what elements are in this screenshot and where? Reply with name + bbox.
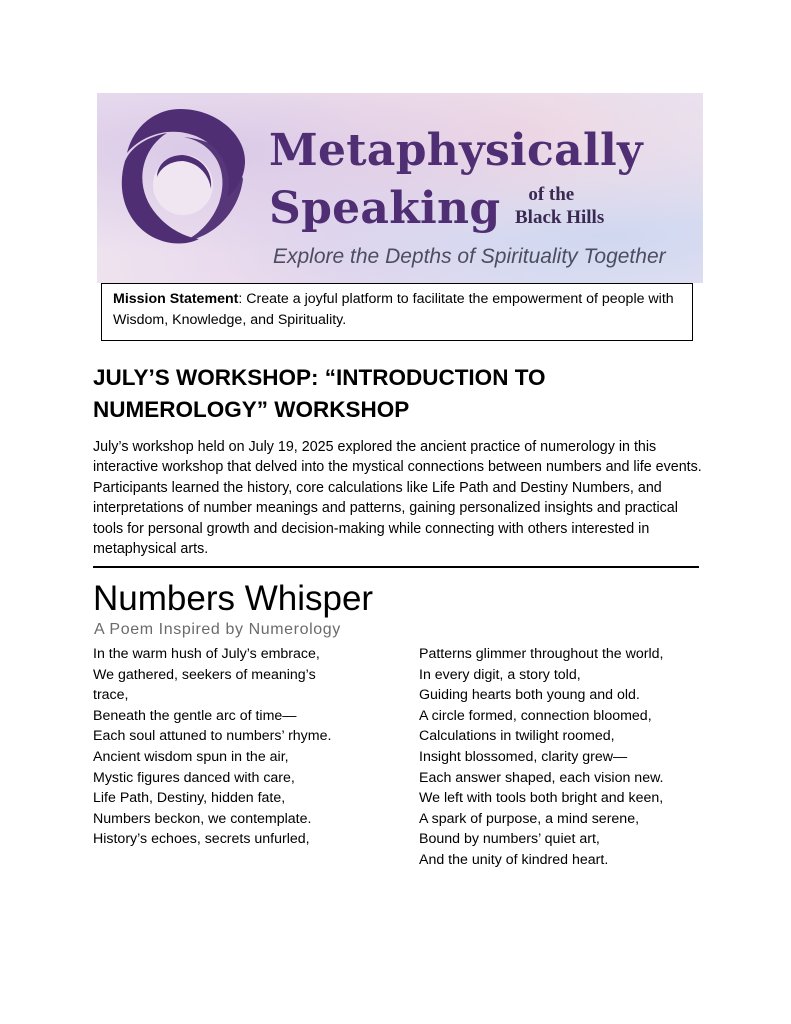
- brand-name-line1: Metaphysically: [269, 125, 643, 176]
- poem-line: Life Path, Destiny, hidden fate,: [93, 790, 286, 807]
- poem-line: Ancient wisdom spun in the air,: [93, 748, 289, 765]
- poem-line: And the unity of kindred heart.: [419, 851, 609, 868]
- mission-text: : Create a joyful platform to facilitate the empowerment of people with Wisdom, Knowledge, and Spirituality.: [113, 291, 674, 328]
- poem-line: Mystic figures danced with care,: [93, 769, 295, 786]
- mission-statement-box: [101, 283, 693, 341]
- workshop-heading-line2: NUMEROLOGY” WORKSHOP: [93, 397, 410, 422]
- poem-line: Bound by numbers’ quiet art,: [419, 831, 600, 848]
- tagline: Explore the Depths of Spirituality Together: [273, 245, 666, 268]
- poem-line: History’s echoes, secrets unfurled,: [93, 831, 310, 848]
- poem-line: A spark of purpose, a mind serene,: [419, 810, 640, 827]
- poem-line: trace,: [93, 687, 129, 704]
- poem-line: In every digit, a story told,: [419, 666, 581, 683]
- poem-line: Numbers beckon, we contemplate.: [93, 810, 312, 827]
- poem-line: Patterns glimmer throughout the world,: [419, 646, 664, 662]
- brand-name-line2: Speaking: [269, 183, 501, 234]
- poem-column-left: [93, 644, 383, 850]
- poem-line: A circle formed, connection bloomed,: [419, 707, 652, 724]
- poem-line: Insight blossomed, clarity grew—: [419, 748, 628, 765]
- section-divider: [93, 566, 699, 568]
- poem-column-right: [419, 644, 709, 871]
- poem-line: Calculations in twilight roomed,: [419, 728, 615, 745]
- poem-line: Each answer shaped, each vision new.: [419, 769, 664, 786]
- brand-locality: [515, 183, 604, 229]
- poem-line: Guiding hearts both young and old.: [419, 687, 640, 704]
- poem-subtitle: A Poem Inspired by Numerology: [94, 621, 341, 638]
- workshop-heading-line1: JULY’S WORKSHOP: “INTRODUCTION TO: [93, 365, 546, 390]
- poem-line: In the warm hush of July’s embrace,: [93, 646, 320, 662]
- brand-locality-line1: of the: [528, 184, 575, 205]
- triquetra-swirl-icon: [105, 99, 255, 249]
- poem-title: Numbers Whisper: [93, 579, 374, 618]
- poem-line: Beneath the gentle arc of time—: [93, 707, 297, 724]
- poem-line: Each soul attuned to numbers’ rhyme.: [93, 728, 332, 745]
- mission-label: Mission Statement: [113, 291, 239, 307]
- header-banner: [97, 93, 703, 283]
- poem-line: We left with tools both bright and keen,: [419, 790, 664, 807]
- brand-locality-line2: Black Hills: [515, 207, 605, 228]
- workshop-description: July’s workshop held on July 19, 2025 explored the ancient practice of numerology in this interactive workshop that delved into the mystical connections between numbers and life events. Participants learned the history, core calculations like Life Path and Destiny Numbers, and interpretations of number meanings and patterns, gaining personalized insights and practical tools for personal growth and decision-making while connecting with others interested in metaphysical arts.: [93, 439, 702, 558]
- poem-line: We gathered, seekers of meaning’s: [93, 666, 316, 683]
- workshop-heading: [93, 362, 703, 426]
